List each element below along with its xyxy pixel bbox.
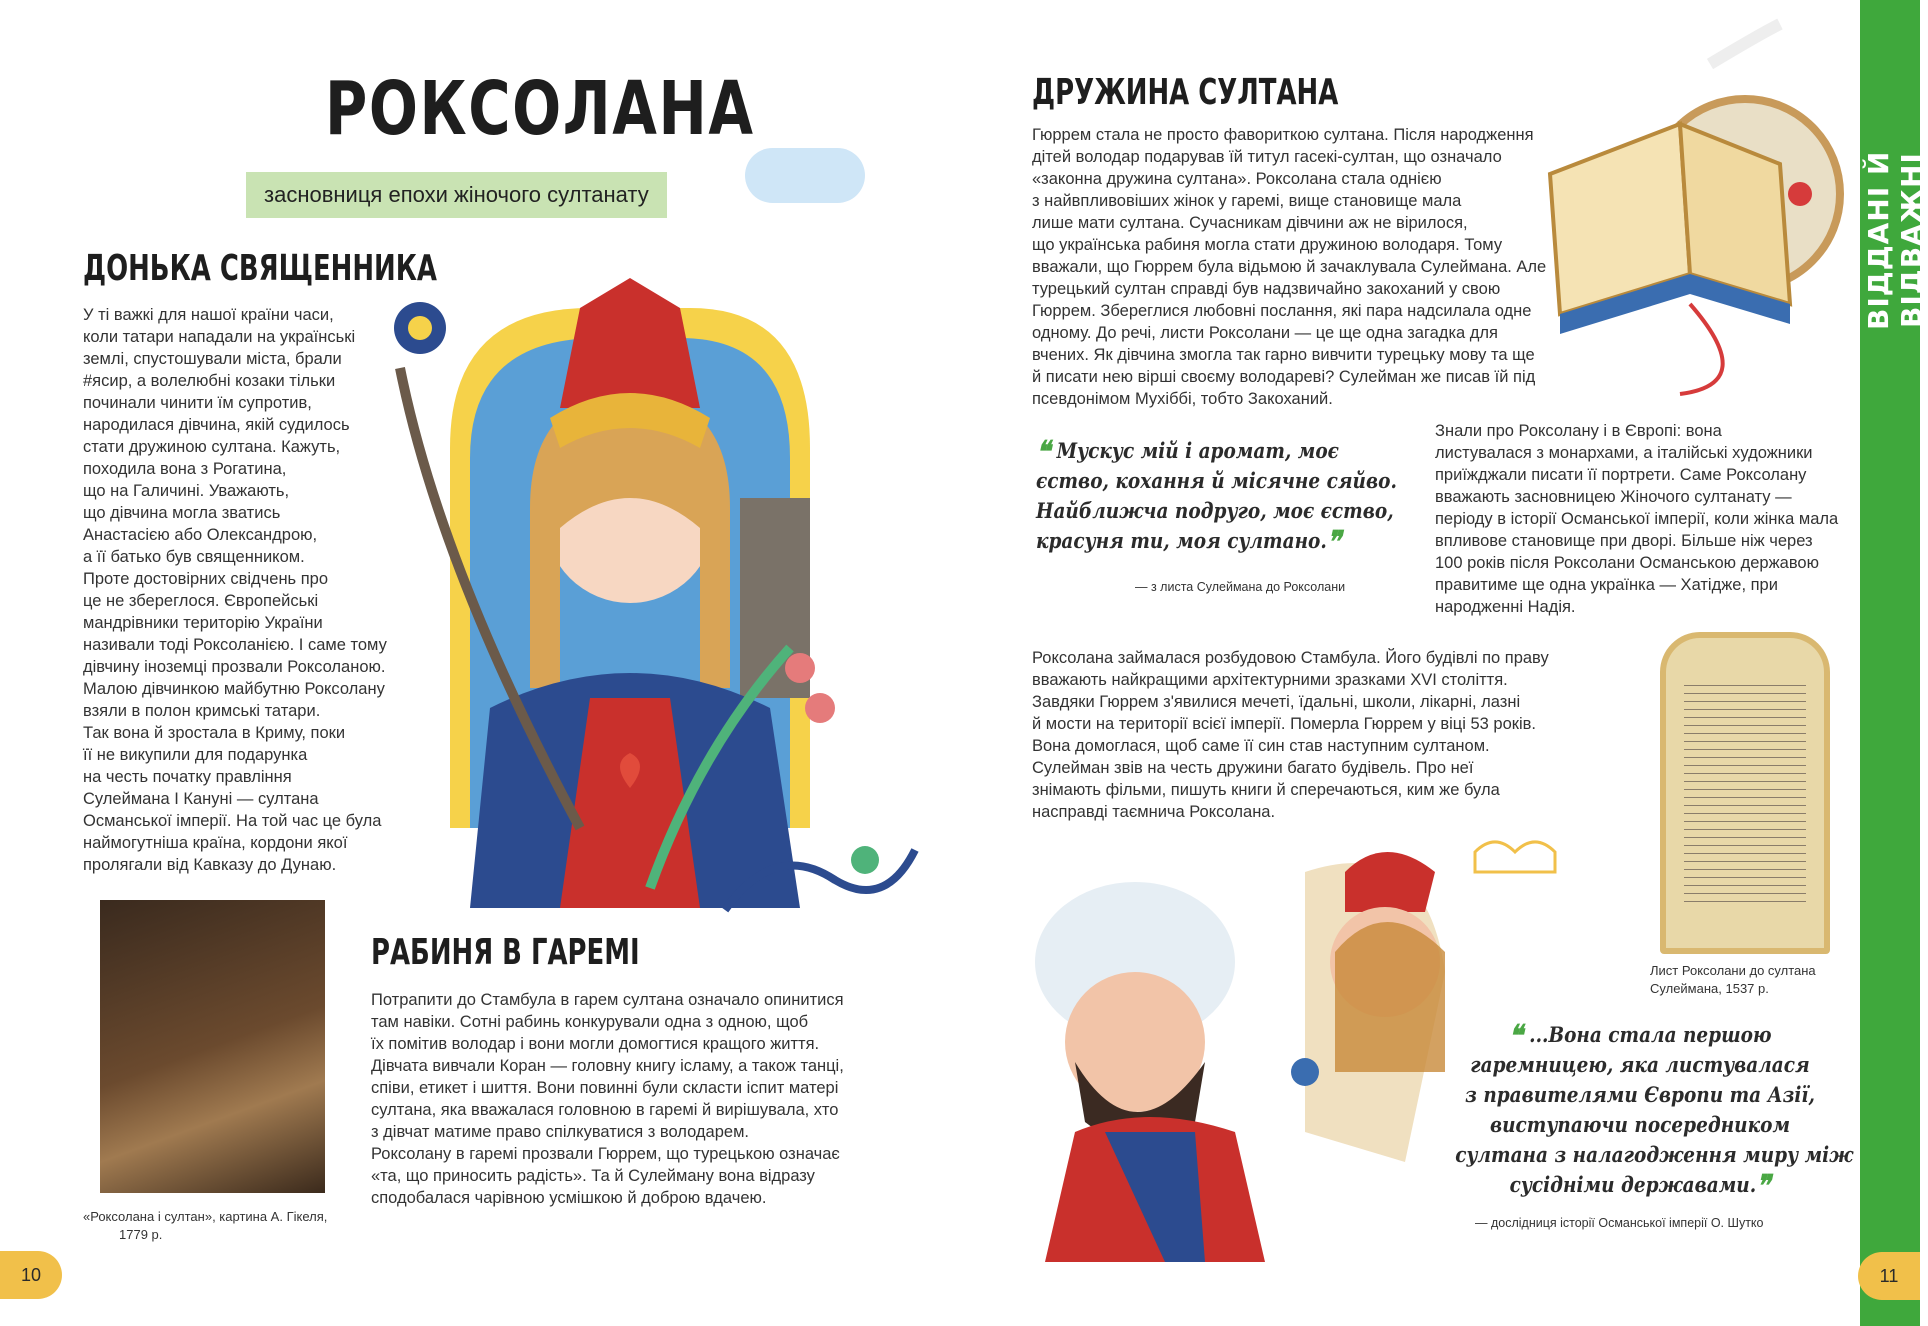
text-line: Сулейман звів на честь дружини багато будівель. Про неї: [1032, 759, 1474, 777]
quote-line: Мускус мій і аромат, моє: [1056, 438, 1339, 463]
text-line: Потрапити до Стамбула в гарем султана означало опинитися: [371, 991, 844, 1009]
letter-caption: [1650, 962, 1830, 998]
quote-line: з правителями Європи та Азії,: [1465, 1082, 1815, 1107]
text-line: Роксолану в гаремі прозвали Гюррем, що турецькою означає: [371, 1145, 840, 1163]
text-line: вважають засновницею Жіночого султанату —: [1435, 488, 1792, 506]
text-line: взяли в полон кримські татари.: [83, 702, 321, 720]
roxolana-illustration: [360, 268, 930, 908]
text-line: турецький султан справді був надзвичайно закоханий у свою: [1032, 280, 1501, 298]
text-line: Знали про Роксолану і в Європі: вона: [1435, 422, 1722, 440]
text-line: вважають найкращими архітектурними зразками XVI століття.: [1032, 671, 1508, 689]
page-number-right: 11: [1858, 1252, 1920, 1300]
text-line: що українська рабиня могла стати дружиною володаря. Тому: [1032, 236, 1503, 254]
quote-suleiman-attribution: — з листа Сулеймана до Роксолани: [1135, 580, 1346, 594]
subtitle-banner: засновниця епохи жіночого султанату: [246, 172, 667, 218]
section-heading-harem: РАБИНЯ В ГАРЕМІ: [371, 932, 640, 973]
quote-line: сусідніми державами.: [1509, 1172, 1757, 1197]
text-line: дітей володар подарував їй титул гасекі-султан, що означало: [1032, 148, 1502, 166]
text-line: знімають фільми, пишуть книги й сперечаються, ким же була: [1032, 781, 1500, 799]
section-text-daughter: [83, 304, 387, 876]
text-line: Сулеймана І Кануні — султана: [83, 790, 319, 808]
text-line: з найвпливовіших жінок у гаремі, вище становище мала: [1032, 192, 1462, 210]
painting-roxolana-and-sultan: [100, 900, 325, 1193]
close-quote-icon: ❞: [1326, 525, 1342, 560]
text-line: приїжджали писати її портрети. Саме Роксолану: [1435, 466, 1807, 484]
text-line: там навіки. Сотні рабинь конкурували одна з одною, щоб: [371, 1013, 809, 1031]
text-line: Гюррем. Збереглися любовні послання, які пара надсилала одне: [1032, 302, 1532, 320]
text-line: вважали, що Гюррем була відьмою й зачаклувала Сулеймана. Але: [1032, 258, 1547, 276]
text-line: листувалася з монархами, а італійські художники: [1435, 444, 1813, 462]
text-line: «та, що приносить радість». Та й Сулейману вона відразу: [371, 1167, 815, 1185]
open-quote-icon: ❝: [1508, 1019, 1523, 1054]
section-heading-daughter: ДОНЬКА СВЯЩЕННИКА: [83, 248, 437, 289]
text-line: народилася дівчина, якій судилось: [83, 416, 350, 434]
page-number-left: 10: [0, 1251, 62, 1299]
text-line: це не збереглося. Європейські: [83, 592, 319, 610]
text-line: й мости на території всієї імперії. Померла Гюррем у віці 53 років.: [1032, 715, 1536, 733]
text-line: впливове становище при дворі. Більше ніж через: [1435, 532, 1813, 550]
text-line: султана, яка вважалася головною в гаремі й вирішувала, хто: [371, 1101, 839, 1119]
text-line: #ясир, а волелюбні козаки тільки: [83, 372, 336, 390]
quote-line: Найближча подруго, моє єство,: [1036, 498, 1394, 523]
letter-image: [1660, 632, 1830, 954]
text-line: на честь початку правління: [83, 768, 292, 786]
text-line: дівчину іноземці прозвали Роксоланою.: [83, 658, 386, 676]
text-line: співи, етикет і шиття. Вони повинні були скласти іспит матері: [371, 1079, 839, 1097]
text-line: Вона домоглася, щоб саме її син став наступним султаном.: [1032, 737, 1490, 755]
text-line: наймогутніша країна, кордони якої: [83, 834, 348, 852]
text-line: а її батько був священником.: [83, 548, 305, 566]
text-line: періоду в історії Османської імперії, коли жінка мала: [1435, 510, 1839, 528]
text-line: мандрівники територію України: [83, 614, 323, 632]
text-line: стати дружиною султана. Кажуть,: [83, 438, 341, 456]
text-line: коли татари нападали на українські: [83, 328, 356, 346]
text-line: правитиме ще одна українка — Хатідже, при: [1435, 576, 1778, 594]
text-line: одному. До речі, листи Роксолани — це ще одна загадка для: [1032, 324, 1498, 342]
caption-line: Сулеймана, 1537 р.: [1650, 981, 1769, 996]
text-line: її не викупили для подарунка: [83, 746, 308, 764]
section-text-wife: [1032, 124, 1547, 410]
painting-caption: [83, 1208, 363, 1244]
text-line: землі, спустошували міста, брали: [83, 350, 342, 368]
page-title: РОКСОЛАНА: [325, 66, 755, 152]
text-line: псевдонімом Мухіббі, тобто Закоханий.: [1032, 390, 1333, 408]
istanbul-text: [1032, 647, 1552, 823]
text-line: Анастасією або Олександрою,: [83, 526, 318, 544]
text-line: Проте достовірних свідчень про: [83, 570, 329, 588]
cloud-decoration: [745, 148, 865, 203]
text-line: Дівчата вивчали Коран — головну книгу ісламу, а також танці,: [371, 1057, 844, 1075]
quote-line: красуня ти, моя султано.: [1036, 528, 1327, 553]
quote-shutko-attribution: — дослідниця історії Османської імперії О. Шутко: [1475, 1216, 1764, 1230]
close-quote-icon: ❞: [1756, 1169, 1771, 1204]
text-line: насправді таємнича Роксолана.: [1032, 803, 1276, 821]
text-line: лише мати султана. Сучасникам дівчини аж не вірилося,: [1032, 214, 1468, 232]
text-line: Завдяки Гюррем з'явилися мечеті, їдальні, школи, лікарні, лазні: [1032, 693, 1521, 711]
text-line: вчених. Як дівчина змогла так гарно вивчити турецьку мову та ще: [1032, 346, 1535, 364]
section-heading-wife: ДРУЖИНА СУЛТАНА: [1032, 72, 1339, 113]
section-text-harem: [371, 989, 851, 1209]
europe-text: [1435, 420, 1855, 618]
caption-line: Лист Роксолани до султана: [1650, 963, 1816, 978]
text-line: їх помітив володар і вони могли домогтися кращого життя.: [371, 1035, 820, 1053]
quote-shutko: [1455, 1019, 1854, 1204]
book-illustration: [1540, 24, 1850, 404]
text-line: пролягали від Кавказу до Дунаю.: [83, 856, 337, 874]
text-line: Гюррем стала не просто фавориткою султана. Після народження: [1032, 126, 1534, 144]
text-line: що дівчина могла зватись: [83, 504, 281, 522]
text-line: Так вона й зростала в Криму, поки: [83, 724, 346, 742]
quote-line: гаремницею, яка листувалася: [1470, 1052, 1810, 1077]
text-line: називали тоді Роксоланією. І саме тому: [83, 636, 387, 654]
text-line: й писати нею вірші своєму володареві? Сулейман же писав їй під: [1032, 368, 1536, 386]
open-quote-icon: ❝: [1036, 435, 1051, 470]
caption-line: «Роксолана і султан», картина А. Гікеля,: [83, 1209, 328, 1224]
text-line: сподобалася чарівною усмішкою й доброю вдачею.: [371, 1189, 767, 1207]
text-line: починали чинити їм супротив,: [83, 394, 312, 412]
text-line: Малою дівчинкою майбутню Роксолану: [83, 680, 385, 698]
quote-line: султана з налагодження миру між: [1455, 1142, 1854, 1167]
text-line: народженні Надія.: [1435, 598, 1576, 616]
text-line: У ті важкі для нашої країни часи,: [83, 306, 334, 324]
text-line: походила вона з Рогатина,: [83, 460, 287, 478]
text-line: Роксолана займалася розбудовою Стамбула. Його будівлі по праву: [1032, 649, 1549, 667]
caption-line: 1779 р.: [119, 1227, 163, 1242]
quote-line: виступаючи посередником: [1489, 1112, 1791, 1137]
text-line: з дівчат матиме право спілкуватися з володарем.: [371, 1123, 750, 1141]
text-line: 100 років після Роксолани Османською державою: [1435, 554, 1819, 572]
ornament-decoration: [715, 820, 935, 930]
text-line: Османської імперії. На той час це була: [83, 812, 382, 830]
quote-line: єство, кохання й місячне сяйво.: [1036, 468, 1397, 493]
quote-suleiman: [1036, 435, 1397, 560]
text-line: «законна дружина султана». Роксолана стала однією: [1032, 170, 1442, 188]
quote-line: ...Вона стала першою: [1529, 1022, 1772, 1047]
text-line: що на Галичині. Уважають,: [83, 482, 290, 500]
side-band-label: ВІДДАНІ Й ВІДВАЖНІ: [1862, 150, 1928, 330]
